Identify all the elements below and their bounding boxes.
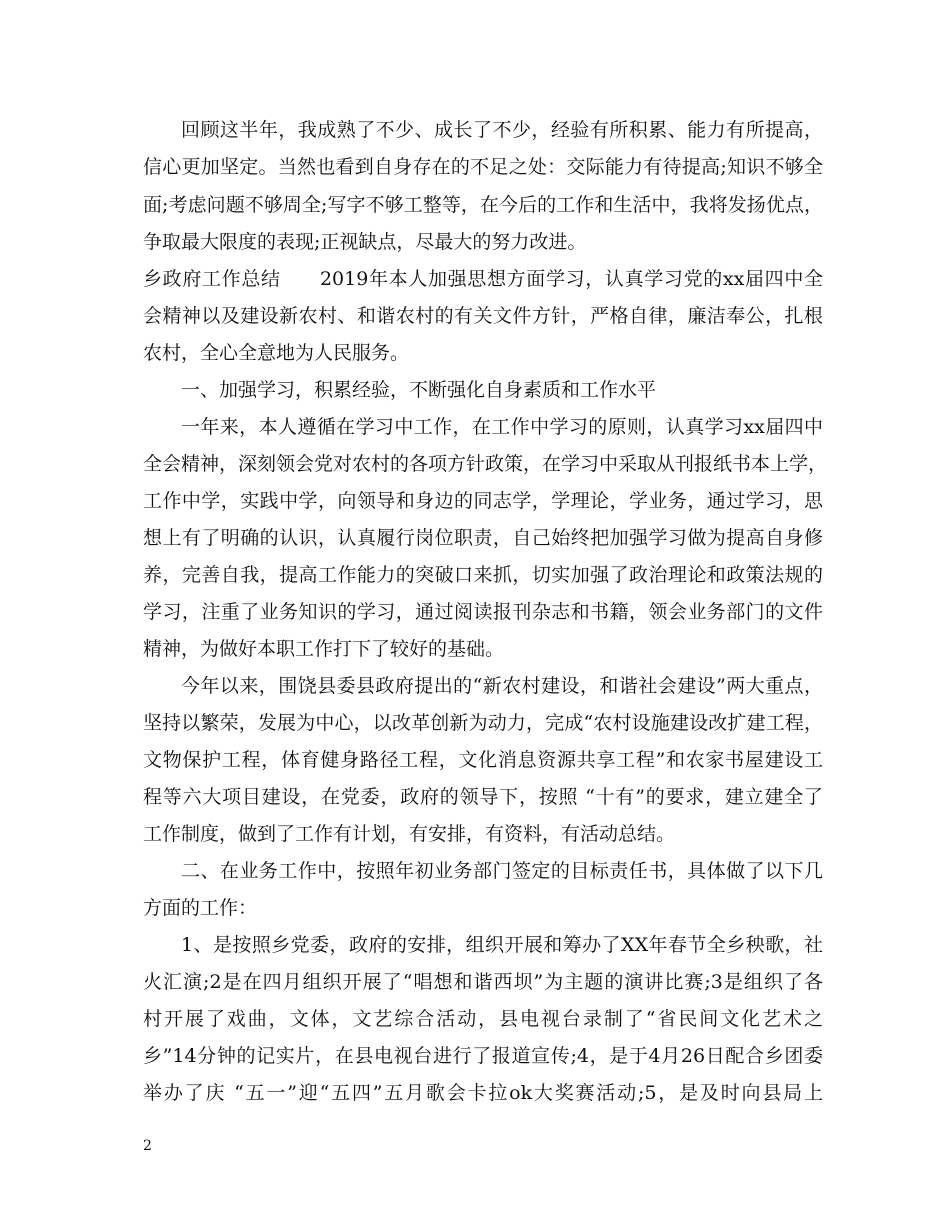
text-line: 回顾这半年，我成熟了不少、成长了不少，经验有所积累、能力有所提高， xyxy=(181,119,823,141)
text-line: 会精神以及建设新农村、和谐农村的有关文件方针，严格自律，廉洁奉公，扎根 xyxy=(143,305,823,327)
heading-line: 二、在业务工作中，按照年初业务部门签定的目标责任书，具体做了以下几 xyxy=(181,860,823,882)
text-line: 面;考虑问题不够周全;写字不够工整等，在今后的工作和生活中，我将发扬优点， xyxy=(143,194,823,216)
heading-line: 一、加强学习，积累经验，不断强化自身素质和工作水平 xyxy=(181,379,657,401)
text-line: 想上有了明确的认识，认真履行岗位职责，自己始终把加强学习做为提高自身修 xyxy=(143,527,823,549)
text-line: 村开展了戏曲，文体，文艺综合活动，县电视台录制了“省民间文化艺术之 xyxy=(143,1008,823,1030)
text-line: 今年以来，围饶县委县政府提出的“新农村建设，和谐社会建设”两大重点， xyxy=(181,675,823,697)
text-line: 程等六大项目建设，在党委，政府的领导下，按照 “十有”的要求，建立建全了 xyxy=(143,786,823,808)
text-line: 坚持以繁荣，发展为中心，以改革创新为动力，完成“农村设施建设改扩建工程， xyxy=(143,712,823,734)
text-line: 精神，为做好本职工作打下了较好的基础。 xyxy=(143,638,505,660)
text-line: 一年来，本人遵循在学习中工作，在工作中学习的原则，认真学习xx届四中 xyxy=(181,416,823,438)
section-title-line: 乡政府工作总结 2019年本人加强思想方面学习，认真学习党的xx届四中全 xyxy=(143,268,823,290)
page-number: 2 xyxy=(143,1138,152,1154)
text-line: 信心更加坚定。当然也看到自身存在的不足之处：交际能力有待提高;知识不够全 xyxy=(143,156,823,178)
text-line: 学习，注重了业务知识的学习，通过阅读报刊杂志和书籍，领会业务部门的文件 xyxy=(143,601,823,623)
text-line: 工作制度，做到了工作有计划，有安排，有资料，有活动总结。 xyxy=(143,823,676,845)
text-line: 全会精神，深刻领会党对农村的各项方针政策，在学习中采取从刊报纸书本上学， xyxy=(143,453,828,475)
text-line: 工作中学，实践中学，向领导和身边的同志学，学理论，学业务，通过学习，思 xyxy=(143,490,823,512)
text-line: 举办了庆 “五一”迎“五四”五月歌会卡拉ok大奖赛活动;5，是及时向县局上 xyxy=(143,1082,823,1104)
text-line: 文物保护工程，体育健身路径工程，文化消息资源共享工程”和农家书屋建设工 xyxy=(143,749,823,771)
text-line: 火汇演;2是在四月组织开展了“唱想和谐西坝”为主题的演讲比赛;3是组织了各 xyxy=(143,971,823,993)
text-line: 养，完善自我，提高工作能力的突破口来抓，切实加强了政治理论和政策法规的 xyxy=(143,564,823,586)
text-line: 乡”14分钟的记实片，在县电视台进行了报道宣传;4，是于4月26日配合乡团委 xyxy=(143,1045,823,1067)
text-line: 方面的工作： xyxy=(143,897,258,919)
text-line: 农村，全心全意地为人民服务。 xyxy=(143,342,410,364)
text-line: 1、是按照乡党委，政府的安排，组织开展和筹办了XX年春节全乡秧歌，社 xyxy=(181,934,823,956)
text-line: 争取最大限度的表现;正视缺点，尽最大的努力改进。 xyxy=(143,231,587,253)
